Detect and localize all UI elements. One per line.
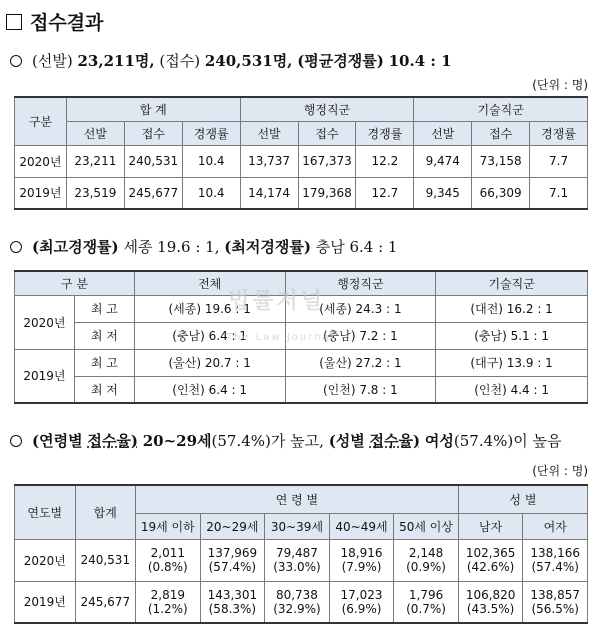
cell: 245,677 (124, 177, 182, 209)
table-row (15, 349, 588, 376)
cell: 9,474 (414, 145, 472, 177)
cell: (대전) 16.2 : 1 (436, 295, 588, 322)
col-rate: 경쟁률 (530, 121, 588, 145)
cell: (충남) 7.2 : 1 (285, 322, 436, 349)
cell: (울산) 20.7 : 1 (134, 349, 285, 376)
cell: 102,365 (42.6%) (458, 539, 523, 581)
cell: 66,309 (472, 177, 530, 209)
col-age: 20~29세 (200, 513, 265, 539)
cell: 245,677 (75, 581, 136, 623)
cell: 23,211 (66, 145, 124, 177)
cell: 240,531 (124, 145, 182, 177)
col-rate: 경쟁률 (182, 121, 240, 145)
cell: 1,796 (0.7%) (394, 581, 459, 623)
cell: (충남) 5.1 : 1 (436, 322, 588, 349)
cell: 138,166 (57.4%) (523, 539, 588, 581)
cell: 10.4 (182, 145, 240, 177)
watermark: 법률저널 (228, 289, 326, 314)
cell: 143,301 (58.3%) (200, 581, 265, 623)
cell: (인천) 6.4 : 1 (134, 376, 285, 403)
col-age: 19세 이하 (136, 513, 201, 539)
header-admin: 행정직군 (240, 97, 414, 121)
col-age: 50세 이상 (394, 513, 459, 539)
header-admin: 행정직군 (285, 271, 436, 295)
cell: 2019년 (15, 581, 76, 623)
cell: 12.2 (356, 145, 414, 177)
cell: (세종) 24.3 : 1 (285, 295, 436, 322)
cell: 최 저 (74, 322, 134, 349)
table-row (15, 145, 588, 177)
cell: (충남) 6.4 : 1 (134, 322, 285, 349)
summary-table (14, 96, 588, 210)
cell: 최 저 (74, 376, 134, 403)
cell: 2020년 (15, 145, 67, 177)
cell: 179,368 (298, 177, 356, 209)
cell: 17,023 (6.9%) (329, 581, 394, 623)
col-app: 접수 (298, 121, 356, 145)
header-group: 구 분 (15, 271, 135, 295)
table-row (15, 581, 588, 623)
circle-bullet-icon (10, 435, 22, 447)
cell: 7.7 (530, 145, 588, 177)
summary-line-3: (연령별 접수율) 20~29세(57.4%)가 높고, (성별 접수율) 여성(57.4%)이 높음 (10, 430, 562, 451)
cell: 106,820 (43.5%) (458, 581, 523, 623)
cell: 240,531 (75, 539, 136, 581)
cell: 9,345 (414, 177, 472, 209)
summary-line-2: (최고경쟁률) 세종 19.6 : 1, (최저경쟁률) 충남 6.4 : 1 (10, 236, 397, 257)
col-app: 접수 (124, 121, 182, 145)
header-group: 구분 (15, 97, 67, 145)
unit-label: (단위 : 명) (532, 78, 588, 92)
cell: 2,011 (0.8%) (136, 539, 201, 581)
col-age: 30~39세 (265, 513, 330, 539)
header-total: 합계 (75, 485, 136, 539)
watermark-sub: The Law Journal (226, 332, 336, 343)
summary-line-1: (선발) 23,211명, (접수) 240,531명, (평균경쟁률) 10.4 : 1 (10, 50, 452, 71)
cell: 138,857 (56.5%) (523, 581, 588, 623)
cell: (울산) 27.2 : 1 (285, 349, 436, 376)
cell: 최 고 (74, 295, 134, 322)
checkbox-square-icon (6, 14, 22, 30)
col-sel: 선발 (414, 121, 472, 145)
header-age: 연 령 별 (136, 485, 459, 513)
cell: 79,487 (33.0%) (265, 539, 330, 581)
cell: 137,969 (57.4%) (200, 539, 265, 581)
cell: 12.7 (356, 177, 414, 209)
cell: (인천) 4.4 : 1 (436, 376, 588, 403)
cell: 13,737 (240, 145, 298, 177)
circle-bullet-icon (10, 241, 22, 253)
col-app: 접수 (472, 121, 530, 145)
table-row (15, 177, 588, 209)
circle-bullet-icon (10, 55, 22, 67)
col-rate: 경쟁률 (356, 121, 414, 145)
cell: 7.1 (530, 177, 588, 209)
col-sex: 남자 (458, 513, 523, 539)
cell: 2019년 (15, 177, 67, 209)
header-all: 전체 (134, 271, 285, 295)
year-cell: 2020년 (15, 295, 75, 349)
cell: 10.4 (182, 177, 240, 209)
header-total: 합 계 (66, 97, 240, 121)
header-sex: 성 별 (458, 485, 587, 513)
cell: 23,519 (66, 177, 124, 209)
cell: 최 고 (74, 349, 134, 376)
cell: 2020년 (15, 539, 76, 581)
table-row (15, 539, 588, 581)
section-title: 접수결과 (6, 8, 103, 35)
cell: 18,916 (7.9%) (329, 539, 394, 581)
table-row (15, 376, 588, 403)
cell: 167,373 (298, 145, 356, 177)
header-tech: 기술직군 (414, 97, 588, 121)
age-sex-table (14, 484, 588, 624)
cell: 80,738 (32.9%) (265, 581, 330, 623)
col-sel: 선발 (66, 121, 124, 145)
header-tech: 기술직군 (436, 271, 588, 295)
cell: 14,174 (240, 177, 298, 209)
cell: 2,819 (1.2%) (136, 581, 201, 623)
col-sel: 선발 (240, 121, 298, 145)
cell: (인천) 7.8 : 1 (285, 376, 436, 403)
unit-label: (단위 : 명) (532, 464, 588, 478)
col-sex: 여자 (523, 513, 588, 539)
cell: (세종) 19.6 : 1 (134, 295, 285, 322)
cell: 73,158 (472, 145, 530, 177)
cell: (대구) 13.9 : 1 (436, 349, 588, 376)
cell: 2,148 (0.9%) (394, 539, 459, 581)
header-year: 연도별 (15, 485, 76, 539)
year-cell: 2019년 (15, 349, 75, 403)
col-age: 40~49세 (329, 513, 394, 539)
